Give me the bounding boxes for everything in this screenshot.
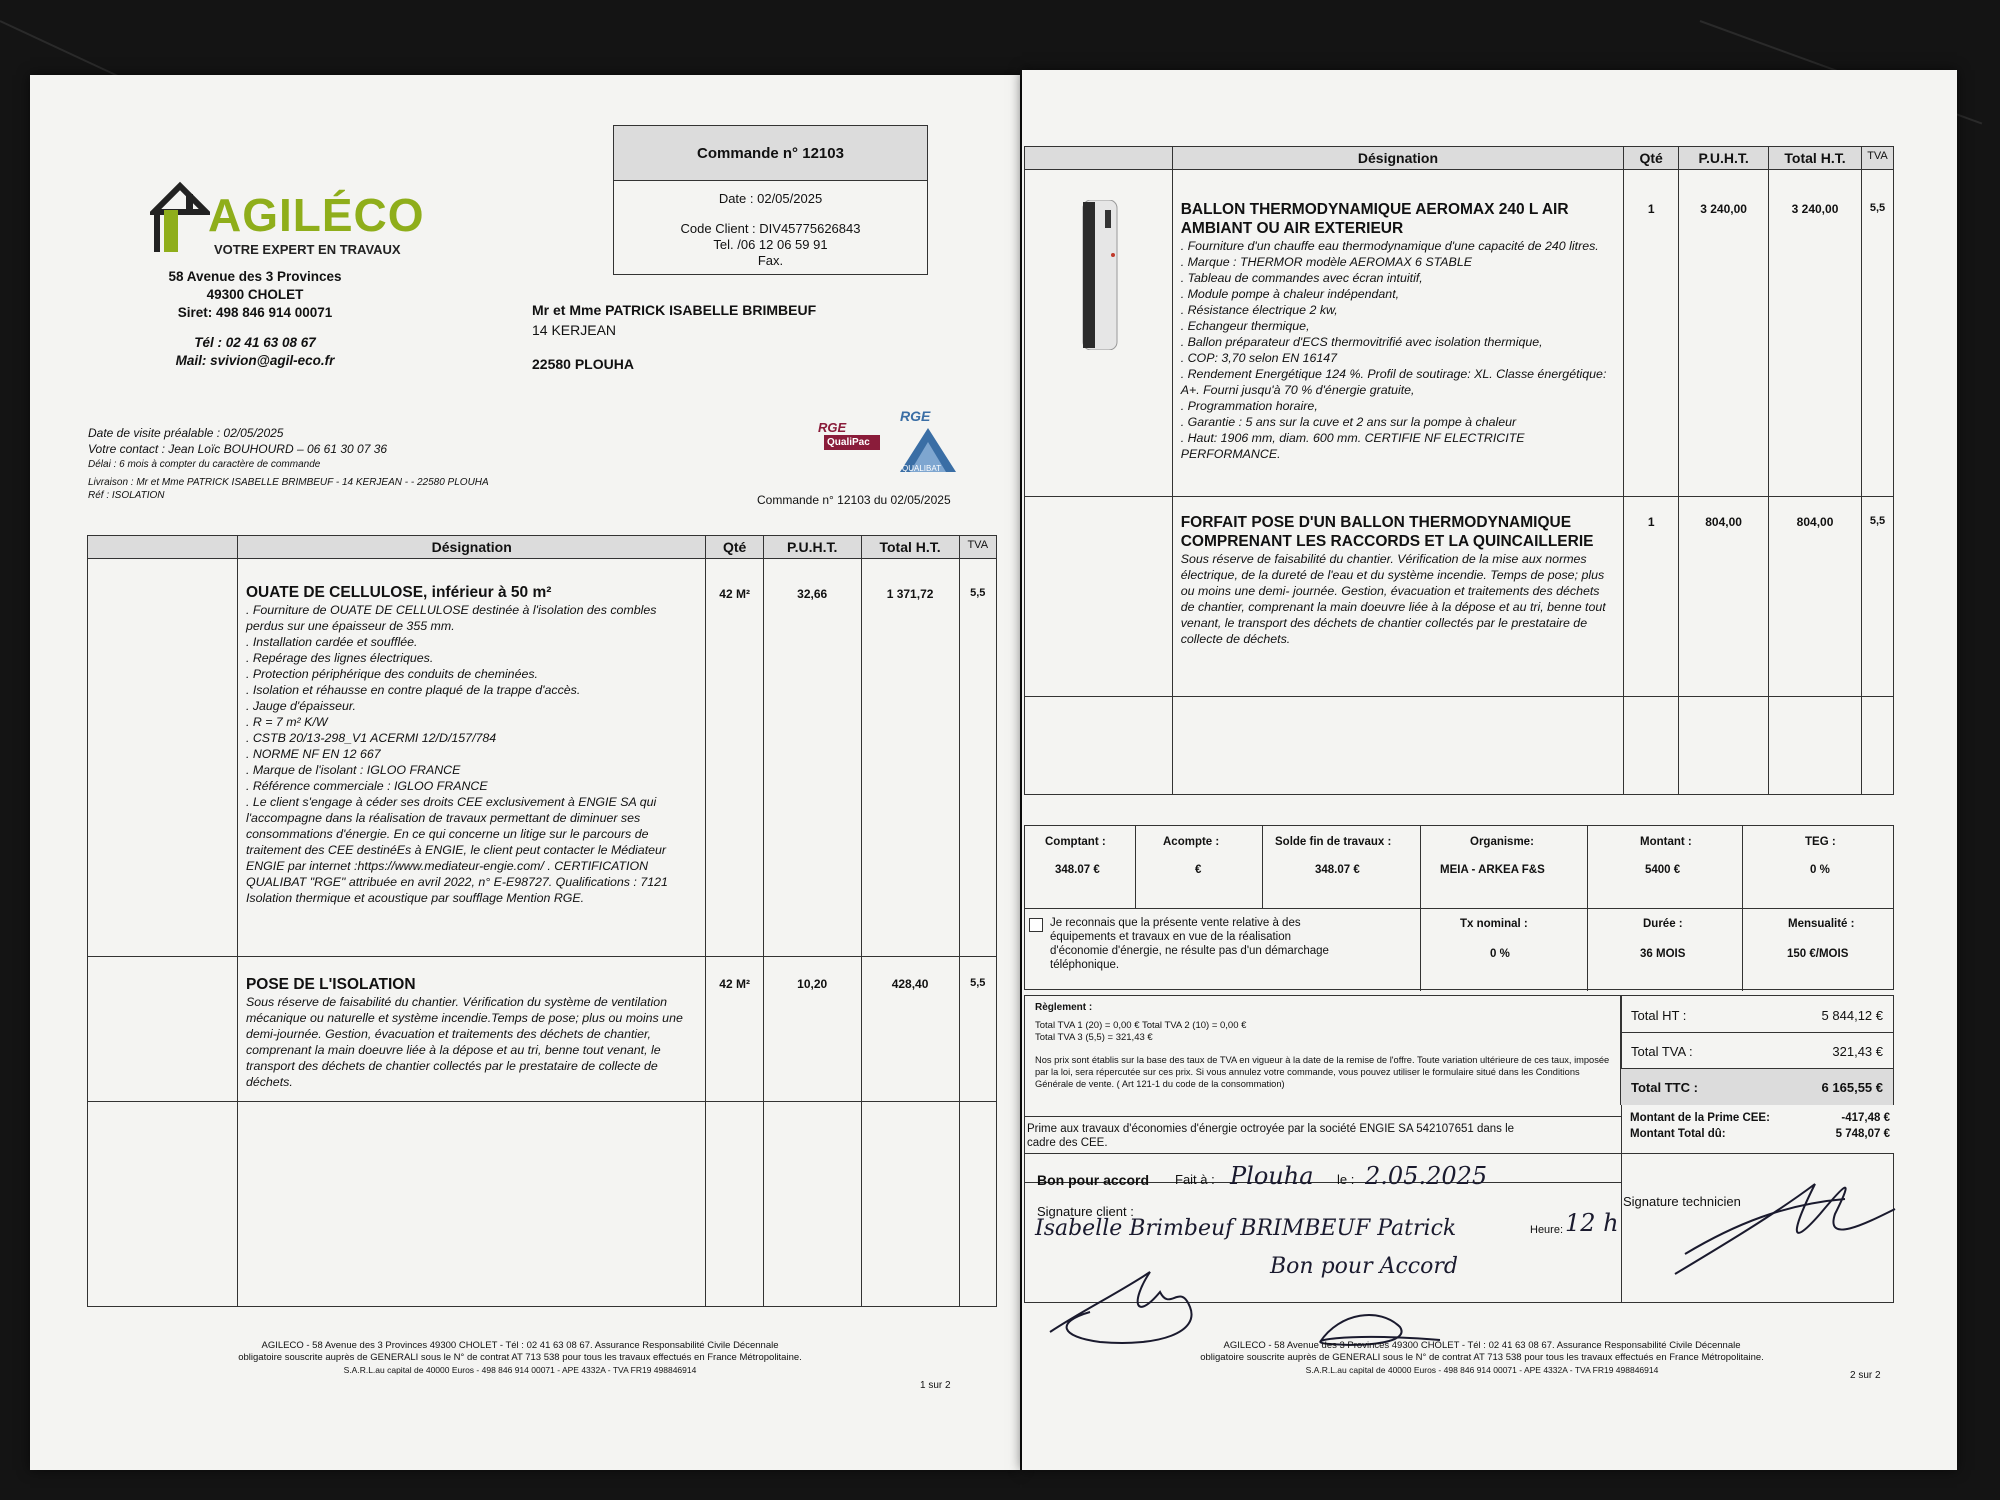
total-tva-value: 321,43 €	[1832, 1044, 1883, 1059]
company-address-block	[130, 268, 380, 370]
item-title: POSE DE L'ISOLATION	[245, 976, 416, 993]
item-tva: 5,5	[1861, 170, 1893, 497]
total-ht-value: 5 844,12 €	[1821, 1008, 1883, 1023]
date-handwritten: 2.05.2025	[1365, 1162, 1488, 1190]
items-table-page-1	[87, 535, 997, 1307]
item-tva: 5,5	[959, 957, 997, 1102]
item-total: 428,40	[861, 957, 959, 1102]
acknowledge-text: Je reconnais que la présente vente relative à des équipements et travaux en vue de la réalisation d'économie d'énergie, ne résulte pas d'un démarchage téléphonique.	[1050, 917, 1329, 971]
tx-value: 0 %	[1490, 948, 1510, 960]
order-client-code: Code Client : DIV45775626843	[680, 221, 861, 236]
item-qty: 1	[1624, 497, 1679, 697]
item-tva: 5,5	[1861, 497, 1893, 697]
customer-name: Mr et Mme PATRICK ISABELLE BRIMBEUF	[532, 302, 817, 318]
reglement-title: Règlement :	[1035, 1002, 1093, 1013]
date-label: le :	[1337, 1172, 1355, 1187]
col-qty: Qté	[1624, 147, 1679, 170]
mensualite-label: Mensualité :	[1788, 918, 1855, 930]
duree-label: Durée :	[1643, 918, 1683, 930]
customer-city: 22580 PLOUHA	[532, 356, 634, 372]
document-page-1	[30, 75, 1020, 1470]
item-description: . Fourniture d'un chauffe eau thermodynamique d'une capacité de 240 litres. . Marque : THERMOR modèle AEROMAX 6 STABLE . Tableau de commandes avec écran intuitif, . Module pompe à chaleur indépendant, . Résistance électrique 2 kw, . Echangeur thermique, . Ballon préparateur d'ECS thermovitrifié avec isolation thermique, . COP: 3,70 selon EN 16147 . Rendement Energétique 124 %. Profil de soutirage: XL. Classe énergétique: A+. Fourni jusqu'à 70 % d'énergie gratuite, . Programmation horaire, . Garantie : 5 ans sur la cuve et 2 ans sur la pompe à chaleur . Haut: 1906 mm, diam. 600 mm. CERTIFIE NF ELECTRICITE PERFORMANCE.	[1180, 239, 1607, 461]
technician-signature-scribble	[1645, 1154, 1905, 1294]
teg-value: 0 %	[1810, 864, 1830, 876]
prime-cee-value: -417,48 €	[1841, 1112, 1890, 1124]
customer-block	[532, 300, 816, 374]
technician-signature-label: Signature technicien	[1623, 1194, 1741, 1209]
rge-qualibat-logo	[900, 408, 956, 474]
water-heater-image	[1075, 200, 1125, 350]
reglement-tva-line-1: Total TVA 1 (20) = 0,00 € Total TVA 2 (10) = 0,00 €	[1035, 1020, 1247, 1031]
client-signature-scribble	[1040, 1252, 1460, 1352]
item-title: FORFAIT POSE D'UN BALLON THERMODYNAMIQUE COMPRENANT LES RACCORDS ET LA QUINCAILLERIE	[1180, 514, 1594, 550]
payment-grid	[1024, 825, 1894, 990]
item-qty: 1	[1624, 170, 1679, 497]
item-title: OUATE DE CELLULOSE, inférieur à 50 m²	[245, 584, 552, 601]
document-page-2	[1022, 70, 1957, 1470]
col-total: Total H.T.	[1769, 147, 1862, 170]
reglement-text: Nos prix sont établis sur la base des taux de TVA en vigueur à la date de la remise de l'offre. Toute variation ultérieure de ces taux, imposée par la loi, sera répercutée sur ces prix. Si vous annulez votre commande, vous pouvez utiliser le formulaire situé dans les Conditions Générale de vente. ( Art 121-1 du code de la consommation)	[1035, 1055, 1610, 1089]
table-row	[88, 559, 997, 957]
total-ttc-label: Total TTC :	[1631, 1080, 1698, 1095]
item-pu: 32,66	[763, 559, 861, 957]
acknowledge-checkbox[interactable]	[1029, 918, 1043, 932]
item-qty: 42 M²	[706, 559, 763, 957]
item-title: BALLON THERMODYNAMIQUE AEROMAX 240 L AIR AMBIANT OU AIR EXTERIEUR	[1180, 201, 1569, 237]
col-designation: Désignation	[237, 536, 706, 559]
qualipac-label: QualiPac	[824, 435, 880, 450]
visit-info	[88, 425, 489, 501]
solde-label: Solde fin de travaux :	[1275, 836, 1392, 848]
heure-handwritten: 12 h	[1565, 1209, 1619, 1237]
page-footer: AGILECO - 58 Avenue des 3 Provinces 49300 CHOLET - Tél : 02 41 63 08 67. Assurance Responsabilité Civile Décennale obligatoire souscrite auprès de GENERALI sous le N° de contrat AT 713 538 pour tous les travaux effectués en France Métropolitaine. S.A.R.L.au capital de 40000 Euros - 498 846 914 00071 - APE 4332A - TVA FR19 498846914	[1200, 1340, 1764, 1375]
duree-value: 36 MOIS	[1640, 948, 1686, 960]
visit-delay: Délai : 6 mois à compter du caractère de commande	[88, 459, 321, 470]
table-row-empty	[88, 1102, 997, 1307]
items-table-page-2	[1024, 146, 1894, 795]
prime-text: Prime aux travaux d'économies d'énergie octroyée par la société ENGIE SA 542107651 dans le cadre des CEE.	[1027, 1123, 1515, 1149]
item-pu: 804,00	[1679, 497, 1769, 697]
page-number: 1 sur 2	[920, 1380, 951, 1391]
item-pu: 10,20	[763, 957, 861, 1102]
rge-label-2: RGE	[900, 408, 931, 424]
company-siret: Siret: 498 846 914 00071	[177, 305, 333, 320]
total-tva-label: Total TVA :	[1631, 1044, 1693, 1059]
prime-totals	[1620, 1110, 1894, 1142]
company-tel: Tél : 02 41 63 08 67	[194, 335, 316, 350]
col-total: Total H.T.	[861, 536, 959, 559]
col-qty: Qté	[706, 536, 763, 559]
visit-delivery: Livraison : Mr et Mme PATRICK ISABELLE BRIMBEUF - 14 KERJEAN - - 22580 PLOUHA	[88, 477, 489, 488]
solde-value: 348.07 €	[1315, 864, 1360, 876]
item-tva: 5,5	[959, 559, 997, 957]
table-row	[1025, 170, 1894, 497]
total-due-value: 5 748,07 €	[1835, 1128, 1890, 1140]
total-ttc-value: 6 165,55 €	[1821, 1080, 1883, 1095]
col-tva: TVA	[959, 536, 997, 559]
reglement-tva-line-2: Total TVA 3 (5,5) = 321,43 €	[1035, 1032, 1153, 1043]
client-signature-label: Signature client :	[1037, 1204, 1134, 1219]
company-mail: Mail: svivion@agil-eco.fr	[175, 353, 335, 368]
visit-ref: Réf : ISOLATION	[88, 490, 165, 501]
signature-box	[1024, 1153, 1894, 1303]
order-tel: Tel. /06 12 06 59 91	[713, 237, 828, 252]
house-logo-icon	[150, 180, 210, 255]
visit-contact: Votre contact : Jean Loïc BOUHOURD – 06 61 30 07 36	[88, 442, 388, 456]
montant-label: Montant :	[1640, 836, 1692, 848]
item-total: 3 240,00	[1769, 170, 1862, 497]
fait-a-handwritten: Plouha	[1230, 1162, 1314, 1190]
acompte-label: Acompte :	[1163, 836, 1220, 848]
visit-date: Date de visite préalable : 02/05/2025	[88, 426, 284, 440]
table-header-row	[1025, 147, 1894, 170]
total-ht-label: Total HT :	[1631, 1008, 1687, 1023]
heure-label: Heure:	[1530, 1224, 1564, 1236]
fait-a-label: Fait à :	[1175, 1172, 1215, 1187]
table-row	[1025, 497, 1894, 697]
col-pu: P.U.H.T.	[763, 536, 861, 559]
montant-value: 5400 €	[1645, 864, 1681, 876]
totals-box	[1620, 995, 1894, 1105]
col-tva: TVA	[1861, 147, 1893, 170]
total-due-label: Montant Total dû:	[1630, 1128, 1726, 1140]
customer-street: 14 KERJEAN	[532, 322, 617, 338]
item-description: Sous réserve de faisabilité du chantier. Vérification du système de ventilation mécanique ou naturelle et système incendie.Temps de pose; plus ou moins une demi-journée. Gestion, évacuation et traitements des déchets de chantier, comprenant la main doeuvre liée à la dépose et au tri, benne tout venant, le transport des déchets de chantier collectés par le prestataire de collecte de déchets.	[245, 995, 683, 1089]
order-box	[613, 125, 928, 275]
page-footer: AGILECO - 58 Avenue des 3 Provinces 49300 CHOLET - Tél : 02 41 63 08 67. Assurance Responsabilité Civile Décennale obligatoire souscrite auprès de GENERALI sous le N° de contrat AT 713 538 pour tous les travaux effectués en France Métropolitaine. S.A.R.L.au capital de 40000 Euros - 498 846 914 00071 - APE 4332A - TVA FR19 498846914	[238, 1340, 802, 1375]
order-box-title: Commande n° 12103	[614, 126, 927, 181]
client-handwritten-accord: Bon pour Accord	[1270, 1254, 1458, 1279]
table-row-empty	[1025, 697, 1894, 795]
item-pu: 3 240,00	[1679, 170, 1769, 497]
prime-cee-label: Montant de la Prime CEE:	[1630, 1112, 1770, 1124]
organisme-value: MEIA - ARKEA F&S	[1440, 864, 1545, 876]
order-date: Date : 02/05/2025	[718, 191, 823, 206]
item-description: . Fourniture de OUATE DE CELLULOSE destinée à l'isolation des combles perdus sur une épaisseur de 355 mm. . Installation cardée et soufflée. . Repérage des lignes électriques. . Protection périphérique des conduits de cheminées. . Isolation et réhausse en contre plaqué de la trappe d'accès. . Jauge d'épaisseur. . R = 7 m² K/W . CSTB 20/13-298_V1 ACERMI 12/D/157/784 . NORME NF EN 12 667 . Marque de l'isolant : IGLOO FRANCE . Référence commerciale : IGLOO FRANCE . Le client s'engage à céder ses droits CEE exclusivement à ENGIE SA qui l'accompagne dans la réalisation de travaux permettant de diminuer ses consommations d'énergie. En ce qui concerne un litige sur le parcours de traitement des CEE destinéEs à ENGIE, le client peut contacter le Médiateur ENGIE par internet :https://www.mediateur-engie.com/ . CERTIFICATION QUALIBAT "RGE" attribuée en avril 2022, n° E-E98727. Qualifications : 7121 Isolation thermique et acoustique par soufflage Mention RGE.	[245, 603, 668, 905]
item-total: 804,00	[1769, 497, 1862, 697]
table-header-row	[88, 536, 997, 559]
comptant-value: 348.07 €	[1055, 864, 1100, 876]
rge-qualipac-logo	[818, 420, 880, 462]
page-number: 2 sur 2	[1850, 1370, 1881, 1381]
order-fax: Fax.	[757, 253, 784, 268]
col-designation: Désignation	[1172, 147, 1623, 170]
company-city: 49300 CHOLET	[206, 287, 304, 302]
bon-pour-accord-label: Bon pour accord	[1037, 1172, 1150, 1188]
item-qty: 42 M²	[706, 957, 763, 1102]
company-logo	[150, 180, 450, 260]
table-row	[88, 957, 997, 1102]
comptant-label: Comptant :	[1045, 836, 1106, 848]
client-handwritten-name: Isabelle Brimbeuf BRIMBEUF Patrick	[1035, 1216, 1457, 1241]
acompte-value: €	[1195, 864, 1202, 876]
company-address: 58 Avenue des 3 Provinces	[168, 269, 342, 284]
company-name: AGILÉCO	[208, 189, 425, 241]
organisme-label: Organisme:	[1470, 836, 1534, 848]
item-description: Sous réserve de faisabilité du chantier. Vérification de la mise aux normes électrique, de la dureté de l'eau et du système incendie. Temps de pose; plus ou moins une demi- journée. Gestion, évacuation et traitements des déchets de chantier, comprenant la main doeuvre liée à la dépose et au tri, benne tout venant, le transport des déchets de chantier collectés par le prestataire de collecte de déchets.	[1180, 552, 1606, 646]
tx-label: Tx nominal :	[1460, 918, 1528, 930]
qualibat-label: QUALIBAT	[902, 464, 941, 473]
col-pu: P.U.H.T.	[1679, 147, 1769, 170]
teg-label: TEG :	[1805, 836, 1836, 848]
rge-label: RGE	[818, 420, 847, 435]
order-reference: Commande n° 12103 du 02/05/2025	[757, 493, 951, 507]
company-tagline: VOTRE EXPERT EN TRAVAUX	[214, 242, 401, 257]
item-total: 1 371,72	[861, 559, 959, 957]
mensualite-value: 150 €/MOIS	[1787, 948, 1849, 960]
